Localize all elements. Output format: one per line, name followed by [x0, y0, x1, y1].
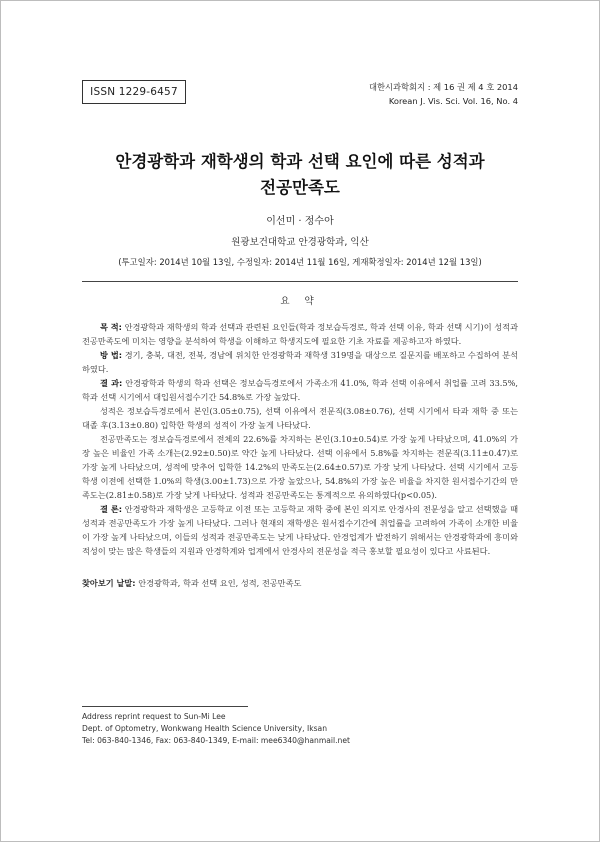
footnote-line2: Dept. of Optometry, Wonkwang Health Science University, Iksan: [82, 724, 328, 733]
keywords-value: 안경광학과, 학과 선택 요인, 성적, 전공만족도: [138, 578, 302, 588]
results-label: 결 과:: [100, 378, 123, 388]
footnote: [82, 711, 350, 747]
methods-label: 방 법:: [100, 350, 123, 360]
top-divider: [82, 281, 518, 282]
paper-title-line1: 안경광학과 재학생의 학과 선택 요인에 따른 성적과: [115, 152, 485, 171]
keywords: [82, 578, 518, 589]
conclusion-text: 안경광학과 재학생은 고등학교 이전 또는 고등학교 재학 중에 본인 의지로 안경사의 전문성을 알고 선택했을 때 성적과 전공만족도가 가장 높게 나타났다. 그러나 현재의 재학생은 원서접수기간에 취업률을 고려하여 가족이 소개한 비율이 가장 높게 나타났으며, 이들의 성적과 전공만족도는 낮게 나타났다. 안경업계가 발전하기 위해서는 안경광학과에 흥미와 적성이 맞는 많은 학생들의 지원과 안경학계와 업계에서 안경사의 전문성을 적극 홍보할 필요성이 있다고 사료된다.: [82, 504, 518, 556]
results-text-1: 안경광학과 학생의 학과 선택은 정보습득경로에서 가족소개 41.0%, 학과 선택 이유에서 취업률 고려 33.5%, 학과 선택 시기에서 대입원서접수기간 54.8%로 가장 높았다.: [82, 378, 518, 402]
issn-box: ISSN 1229-6457: [82, 80, 186, 104]
footnote-line1: Address reprint request to Sun-Mi Lee: [82, 712, 226, 721]
keywords-label: 찾아보기 낱말:: [82, 578, 136, 588]
purpose-label: 목 적:: [100, 322, 122, 332]
affiliation: 원광보건대학교 안경광학과, 익산: [231, 237, 369, 248]
submission-dates: (투고일자: 2014년 10월 13일, 수정일자: 2014년 11월 16일, 게재확정일자: 2014년 12월 13일): [118, 257, 482, 267]
journal-info: [369, 80, 518, 108]
results-paragraph-3: 전공만족도는 정보습득경로에서 전체의 22.6%를 차지하는 본인(3.10±0.54)로 가장 높게 나타났으며, 41.0%의 가장 높은 비율인 가족 소개는(2.92±0.50)로 약간 높게 나타났다. 선택 이유에서 5.8%를 차지하는 전문직(3.11±0.47)로 가장 높게 나타났으며, 성적에 맞추어 입학한 14.2%의 만족도는(2.64±0.57)로 가장 낮게 나타났다. 선택 시기에서 고등학생 이전에 선택한 1.0%의 학생(3.00±1.73)으로 가장 높았으나, 54.8%의 가장 높은 비율을 차지한 원서접수기간의 만족도는(2.81±0.58)로 가장 낮게 나타났다. 성적과 전공만족도는 통계적으로 유의하였다(p<0.05).: [82, 434, 518, 500]
authors: 이선미 · 정수아: [266, 216, 334, 227]
abstract-heading: 요 약: [280, 296, 320, 307]
methods-text: 경기, 충북, 대전, 전북, 경남에 위치한 안경광학과 재학생 319명을 대상으로 질문지를 배포하고 수집하여 분석하였다.: [82, 350, 518, 374]
results-paragraph-2: 성적은 정보습득경로에서 본인(3.05±0.75), 선택 이유에서 전문직(3.08±0.76), 선택 시기에서 타과 재학 중 또는 대졸 후(3.13±0.80) 입학한 학생의 성적이 가장 높게 나타났다.: [82, 406, 518, 430]
abstract-body: [82, 320, 518, 558]
footnote-line3: Tel: 063-840-1346, Fax: 063-840-1349, E-mail: mee6340@hanmail.net: [82, 736, 351, 745]
abstract-purpose: [82, 320, 518, 348]
footnote-divider: [82, 706, 248, 707]
purpose-text: 안경광학과 재학생의 학과 선택과 관련된 요인들(학과 정보습득경로, 학과 선택 이유, 학과 선택 시기)이 성적과 전공만족도에 미치는 영향을 분석하여 학생을 이해하고 학생지도에 필요한 기초 자료를 제공하고자 하였다.: [82, 322, 518, 346]
paper-title-line2: 전공만족도: [260, 178, 340, 197]
journal-korean: 대한시과학회지 : 제 16 권 제 4 호 2014: [368, 82, 518, 92]
abstract-conclusion: [82, 502, 518, 558]
abstract-methods: [82, 348, 518, 376]
conclusion-label: 결 론:: [100, 504, 123, 514]
journal-english: Korean J. Vis. Sci. Vol. 16, No. 4: [388, 96, 518, 106]
abstract-results: [82, 376, 518, 404]
